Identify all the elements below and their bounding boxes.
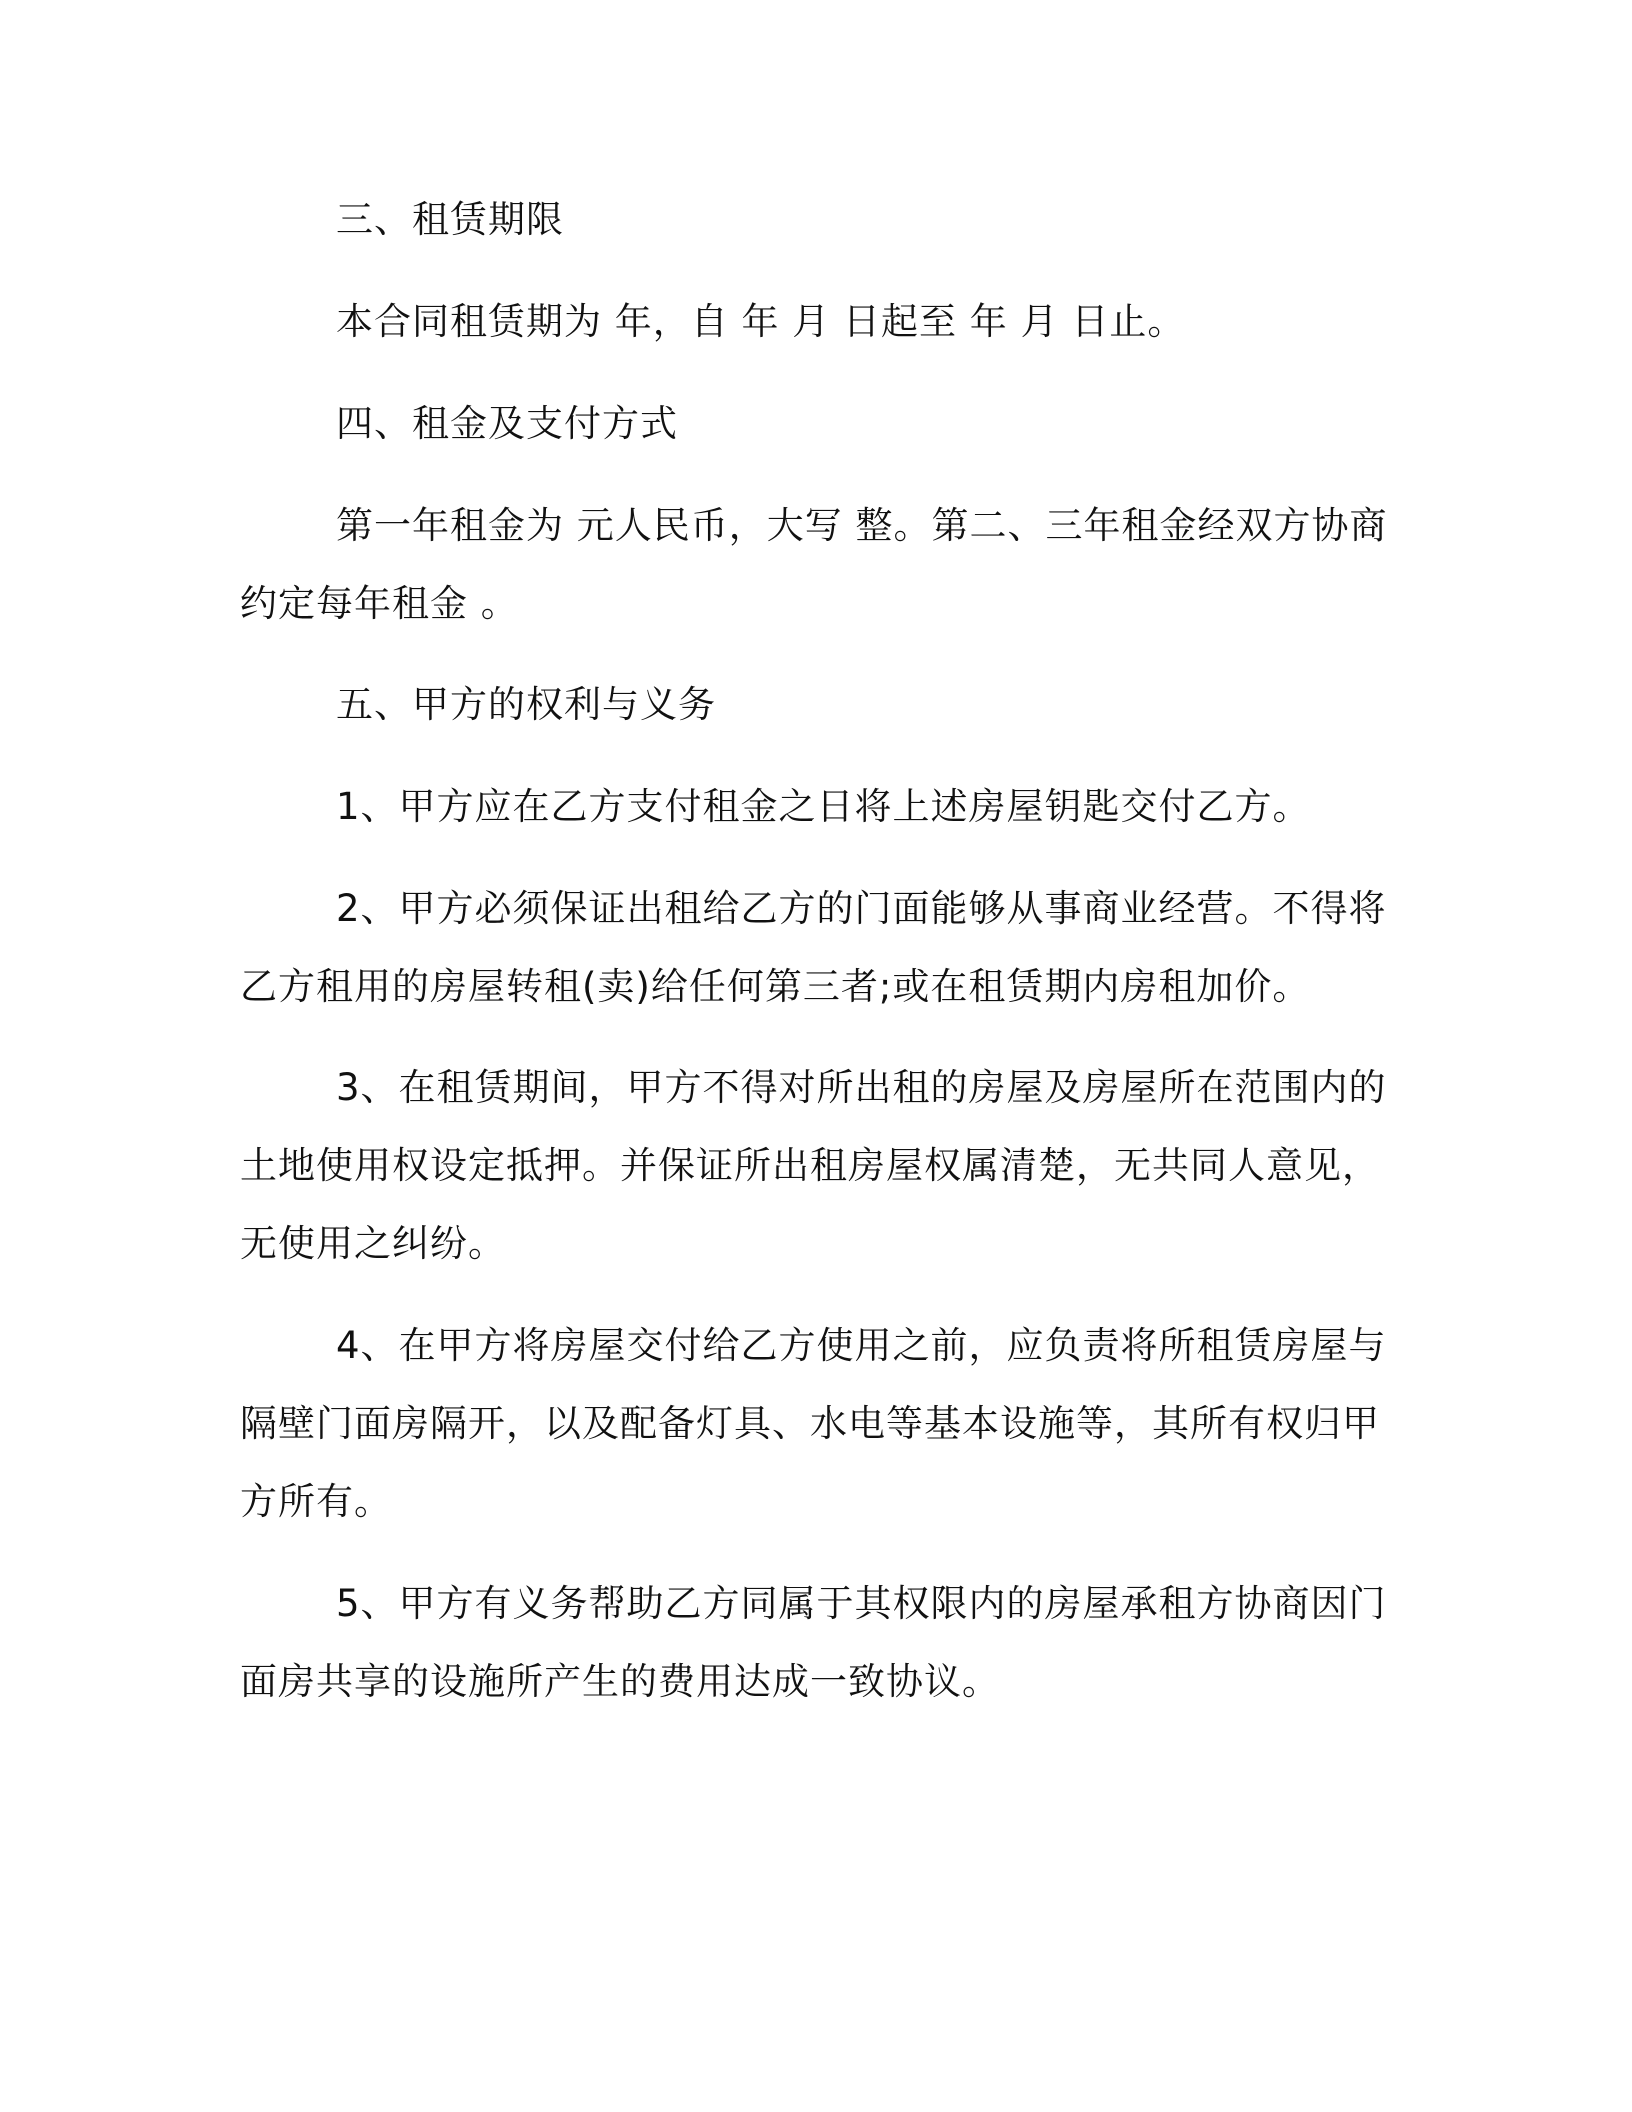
section-5-heading-text: 五、甲方的权利与义务: [336, 683, 716, 726]
section-4-body-line-1: 第一年租金为 元人民币，大写 整。第二、三年租金经双方协商: [336, 504, 1388, 547]
section-4-heading: [240, 385, 1370, 463]
section-3-body-text: 本合同租赁期为 年，自 年 月 日起至 年 月 日止。: [336, 300, 1186, 343]
item-3-line-3: 无使用之纠纷。: [240, 1222, 506, 1265]
item-5-line-2: 面房共享的设施所产生的费用达成一致协议。: [240, 1660, 1000, 1703]
section-4-body-line-2: 约定每年租金 。: [240, 582, 519, 625]
item-3-line-2: 土地使用权设定抵押。并保证所出租房屋权属清楚，无共同人意见，: [240, 1144, 1380, 1187]
section-3-heading-text: 三、租赁期限: [336, 198, 564, 241]
item-2-line-1: 2、甲方必须保证出租给乙方的门面能够从事商业经营。不得将: [336, 887, 1387, 930]
item-1-line-1: 1、甲方应在乙方支付租金之日将上述房屋钥匙交付乙方。: [336, 785, 1311, 828]
item-5-line-1: 5、甲方有义务帮助乙方同属于其权限内的房屋承租方协商因门: [336, 1582, 1387, 1625]
section-5-item-4: [240, 1307, 1387, 1541]
section-4-body: [240, 487, 1388, 643]
section-3-heading: [240, 181, 1370, 259]
item-4-line-1: 4、在甲方将房屋交付给乙方使用之前，应负责将所租赁房屋与: [336, 1324, 1387, 1367]
section-5-item-3: [240, 1049, 1387, 1283]
section-5-item-2: [240, 870, 1387, 1026]
section-5-item-1: [240, 768, 1370, 846]
item-4-line-2: 隔壁门面房隔开，以及配备灯具、水电等基本设施等，其所有权归甲: [240, 1402, 1380, 1445]
item-3-line-1: 3、在租赁期间，甲方不得对所出租的房屋及房屋所在范围内的: [336, 1066, 1387, 1109]
section-4-heading-text: 四、租金及支付方式: [336, 402, 678, 445]
section-3-body: [240, 283, 1370, 361]
item-4-line-3: 方所有。: [240, 1480, 392, 1523]
section-5-item-5: [240, 1565, 1387, 1721]
item-2-line-2: 乙方租用的房屋转租(卖)给任何第三者;或在租赁期内房租加价。: [240, 965, 1311, 1008]
section-5-heading: [240, 666, 1370, 744]
